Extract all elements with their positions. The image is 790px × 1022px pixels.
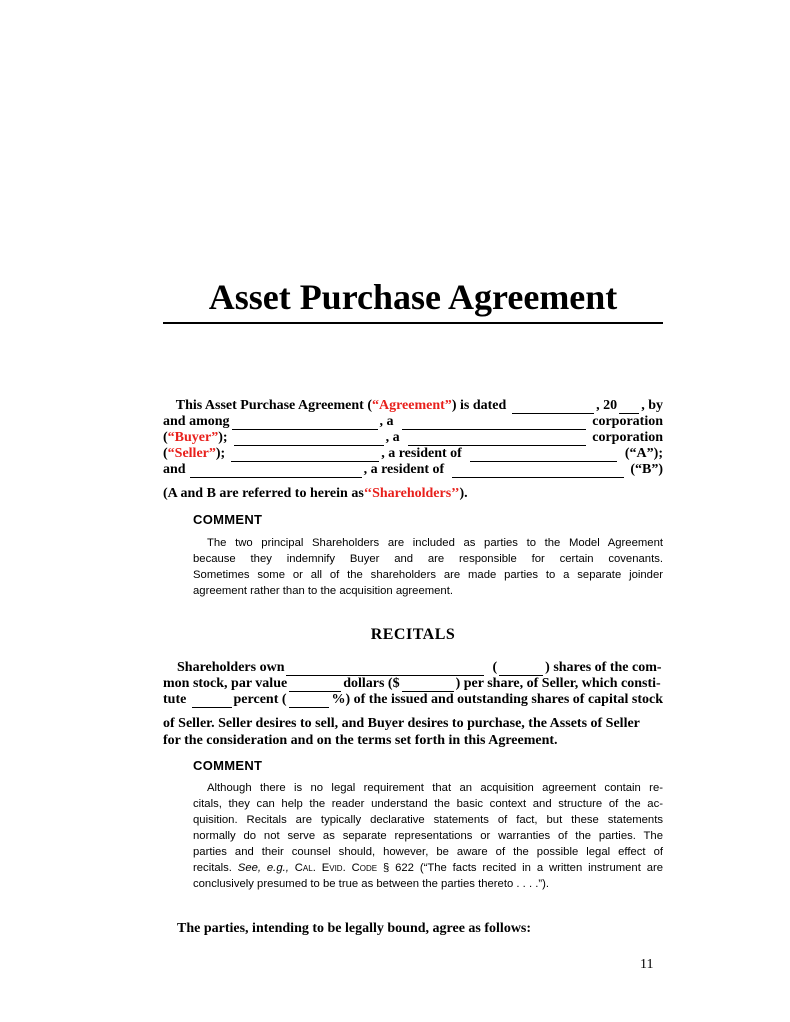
intro-text: , a bbox=[385, 430, 400, 445]
defined-term-buyer: “Buyer” bbox=[167, 430, 219, 445]
date-blank[interactable] bbox=[512, 400, 594, 414]
intro-text: ( bbox=[163, 446, 168, 461]
comment-body bbox=[193, 535, 663, 599]
recitals-line-3 bbox=[163, 692, 663, 708]
intro-text: ); bbox=[215, 446, 226, 461]
comment-body bbox=[193, 780, 663, 892]
intro-text: , a bbox=[379, 414, 394, 429]
intro-text: ); bbox=[218, 430, 228, 445]
closing-text: The parties, intending to be legally bound, agree as follows: bbox=[177, 921, 532, 936]
recitals-text: dollars ($ bbox=[343, 676, 400, 691]
intro-text: (“A”); bbox=[624, 446, 663, 461]
percent-words-blank[interactable] bbox=[192, 694, 231, 708]
recitals-line-5 bbox=[163, 732, 663, 749]
comment-line: Sometimes some or all of the shareholders are made parties to a separate joinder bbox=[193, 569, 663, 581]
comment-heading: COMMENT bbox=[193, 512, 263, 527]
recitals-heading: RECITALS bbox=[370, 626, 456, 643]
comment-line: conclusively presumed to be true as between the parties thereto . . . .”). bbox=[193, 878, 550, 890]
recitals-text: ) per share, of Seller, which consti- bbox=[455, 676, 661, 691]
intro-line-1 bbox=[163, 398, 663, 414]
comment-line: Although there is no legal requirement that an acquisition agreement contain re- bbox=[207, 782, 663, 794]
intro-text: , by bbox=[641, 398, 663, 413]
intro-text: corporation bbox=[592, 430, 663, 445]
comment-line: normally do not serve as separate representations or warranties of the parties. The bbox=[193, 830, 663, 842]
recitals-text: mon stock, par value bbox=[163, 676, 288, 691]
intro-text: , a resident of bbox=[381, 446, 462, 461]
intro-line-4 bbox=[163, 446, 663, 462]
intro-line-5 bbox=[163, 462, 663, 478]
recitals-line-2 bbox=[163, 676, 663, 692]
par-value-number-blank[interactable] bbox=[402, 678, 454, 692]
comment-text: recitals. bbox=[193, 862, 238, 874]
recitals-text: ( bbox=[492, 660, 498, 675]
year-blank[interactable] bbox=[619, 400, 639, 414]
intro-text: and bbox=[163, 462, 186, 477]
intro-text: corporation bbox=[592, 414, 663, 429]
citation-signal: See, e.g., bbox=[237, 862, 289, 874]
recitals-text: of Seller. Seller desires to sell, and Buyer desires to purchase, the Assets of Seller bbox=[163, 716, 640, 731]
recitals-line-1 bbox=[163, 660, 663, 676]
defined-term-agreement: “Agreement” bbox=[371, 398, 452, 413]
comment-line: quisition. Recitals are typically declarative statements of fact, but these statements bbox=[193, 814, 663, 826]
intro-text: ). bbox=[459, 486, 468, 501]
intro-text: This Asset Purchase Agreement ( bbox=[175, 398, 372, 413]
share-count-words-blank[interactable] bbox=[286, 662, 484, 676]
intro-line-6 bbox=[163, 478, 663, 502]
intro-line-2 bbox=[163, 414, 663, 430]
closing-line bbox=[163, 921, 663, 937]
recitals-text: percent ( bbox=[233, 692, 287, 707]
intro-text: , 20 bbox=[596, 398, 618, 413]
percent-number-blank[interactable] bbox=[289, 694, 330, 708]
intro-text: (“B”) bbox=[630, 462, 663, 477]
intro-text: ( bbox=[163, 430, 168, 445]
recitals-text: for the consideration and on the terms set forth in this Agreement. bbox=[163, 733, 558, 748]
recitals-line-4 bbox=[163, 708, 663, 732]
document-title: Asset Purchase Agreement bbox=[208, 277, 618, 317]
buyer-state-blank[interactable] bbox=[402, 416, 587, 430]
comment-line: parties and their counsel should, however, be aware of the possible legal effect of bbox=[193, 846, 663, 858]
seller-state-blank[interactable] bbox=[408, 432, 587, 446]
seller-name-blank[interactable] bbox=[234, 432, 384, 446]
buyer-name-blank[interactable] bbox=[232, 416, 378, 430]
intro-text: and among bbox=[163, 414, 230, 429]
par-value-words-blank[interactable] bbox=[289, 678, 341, 692]
comment-line-citation bbox=[193, 860, 663, 876]
intro-paragraph bbox=[163, 398, 663, 502]
page-number: 11 bbox=[640, 957, 654, 972]
comment-line: agreement rather than to the acquisition agreement. bbox=[193, 585, 453, 597]
defined-term-shareholders: ‘‘Shareholders’’ bbox=[363, 486, 460, 501]
title-rule bbox=[163, 322, 663, 324]
recitals-text: %) of the issued and outstanding shares of capital stock bbox=[331, 692, 663, 707]
comment-text: § 622 (“The facts recited in a written instrument are bbox=[377, 862, 664, 874]
closing-sentence bbox=[163, 921, 663, 937]
defined-term-seller: “Seller” bbox=[167, 446, 216, 461]
intro-text: (A and B are referred to herein as bbox=[163, 486, 364, 501]
intro-text: ) is dated bbox=[451, 398, 507, 413]
share-count-number-blank[interactable] bbox=[499, 662, 543, 676]
comment-heading: COMMENT bbox=[193, 758, 263, 773]
recitals-text: Shareholders own bbox=[177, 660, 285, 675]
shareholder-a-name-blank[interactable] bbox=[231, 448, 379, 462]
shareholder-b-name-blank[interactable] bbox=[190, 464, 362, 478]
shareholder-a-residence-blank[interactable] bbox=[470, 448, 617, 462]
statute-name: Cal. Evid. Code bbox=[294, 862, 378, 874]
intro-line-3 bbox=[163, 430, 663, 446]
shareholder-b-residence-blank[interactable] bbox=[452, 464, 624, 478]
recitals-paragraph bbox=[163, 660, 663, 749]
comment-line: The two principal Shareholders are included as parties to the Model Agreement bbox=[207, 537, 663, 549]
comment-line: citals, they can help the reader understand the basic context and structure of the ac- bbox=[193, 798, 663, 810]
intro-text: , a resident of bbox=[363, 462, 445, 477]
recitals-text: tute bbox=[163, 692, 187, 707]
recitals-text: ) shares of the com- bbox=[545, 660, 662, 675]
comment-line: because they indemnify Buyer and are responsible for certain covenants. bbox=[193, 553, 663, 565]
